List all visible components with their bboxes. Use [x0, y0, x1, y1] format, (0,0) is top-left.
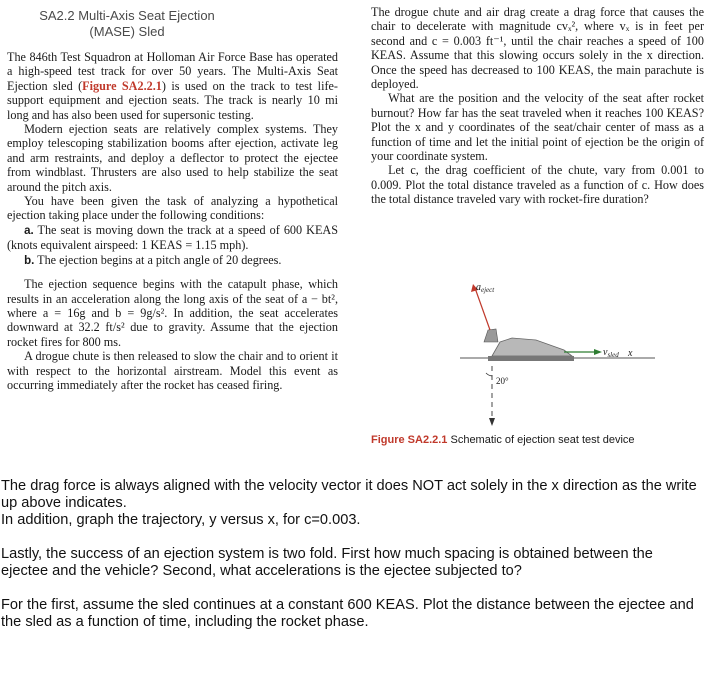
sled-velocity-label: $v_{sled}$ — [603, 347, 619, 359]
condition-b — [7, 253, 338, 268]
right-column — [371, 5, 704, 207]
caption-figure-number: Figure SA2.2.1 — [371, 434, 448, 446]
angle-label: 20° — [496, 376, 509, 386]
condition-a-text: The seat is moving down the track at a speed of 600 KEAS (knots equivalent airspeed: 1 KEAS = 1.15 mph). — [7, 222, 339, 253]
paragraph-questions: What are the position and the velocity of the seat after rocket burnout? How far has the seat traveled when it reaches 100 KEAS? Plot the x and y coordinates of the seat/chair center of mass as a function of time and let the initial point of ejection be the origin of your coordinate system. — [371, 91, 704, 164]
condition-a-label: a. — [24, 224, 34, 237]
note-spacing: For the first, assume the sled continues at a constant 600 KEAS. Plot the distance between the ejectee and the sled as a function of time, including the rocket phase. — [1, 597, 694, 630]
intro-text-a: The 846th Test Squadron at Holloman Air Force Base has operated a high-speed test track for over 50 years. The Multi-Axis Seat Ejection sled ( — [7, 50, 338, 93]
seat-shape — [484, 329, 498, 342]
paragraph-intro — [7, 50, 338, 122]
note-success: Lastly, the success of an ejection system is two fold. First how much spacing is obtained between the ejectee and the vehicle? Second, what accelerations is the ejectee subjected to? — [1, 546, 653, 579]
heading-line-1: SA2.2 Multi-Axis Seat Ejection — [39, 8, 215, 23]
x-axis-label: x — [628, 348, 633, 359]
schematic-svg — [440, 280, 680, 430]
paragraph-drag: The drogue chute and air drag create a drag force that causes the chair to decelerate with magnitude cvₓ², where vₓ is in feet per second and c = 0.003 ft⁻¹, until the chair reaches a speed of 100 KEAS. Assume that this slowing occurs solely in the x direction. Once the speed has decreased to 100 KEAS, the main parachute is deployed. — [371, 5, 704, 92]
angle-arc — [486, 373, 492, 376]
heading-line-2: (MASE) Sled — [89, 24, 165, 39]
paragraph-modern-seats: Modern ejection seats are relatively complex systems. They employ telescoping stabilization booms after ejection, activate leg and arm restraints, and deploy a deflector to protect the ejectee from windblast. Thrusters are also used to help stabilize the seat around the pitch axis. — [7, 122, 338, 194]
eject-label: $a_{eject}$ — [476, 282, 495, 294]
sled-base — [488, 356, 574, 361]
note-drag-direction: The drag force is always aligned with the velocity vector it does NOT act solely in the x direction as the write up above indicates. — [1, 478, 697, 511]
condition-b-text: The ejection begins at a pitch angle of 20 degrees. — [37, 252, 282, 267]
sled-body — [492, 338, 572, 356]
condition-b-label: b. — [24, 254, 35, 267]
note-trajectory: In addition, graph the trajectory, y versus x, for c=0.003. — [1, 512, 361, 528]
eject-arrow-line — [475, 288, 490, 330]
left-column — [7, 8, 338, 392]
ejection-schematic-figure — [440, 280, 680, 430]
sled-velocity-arrow-head — [594, 349, 602, 355]
figure-reference[interactable]: Figure SA2.2.1 — [82, 78, 162, 93]
caption-text: Schematic of ejection seat test device — [450, 434, 635, 446]
paragraph-drag-coefficient: Let c, the drag coefficient of the chute, vary from 0.001 to 0.009. Plot the total distance traveled as a function of c. How does the total distance traveled vary with rocket-fire duration? — [371, 163, 704, 207]
condition-a — [7, 223, 338, 253]
paragraph-task: You have been given the task of analyzing a hypothetical ejection taking place under the following conditions: — [7, 194, 338, 223]
added-notes — [1, 478, 701, 631]
intro-text-b: ) is used on the track to test life-support equipment and ejection seats. The track is nearly 10 mi long and has also been used for supersonic testing. — [7, 78, 338, 122]
paragraph-drogue: A drogue chute is then released to slow the chair and to orient it with respect to the horizontal airstream. Model this event as occurring immediately after the rocket has ceased firing. — [7, 349, 338, 392]
section-heading — [7, 8, 247, 40]
y-axis-arrow-head — [489, 418, 495, 426]
paragraph-catapult: The ejection sequence begins with the catapult phase, which results in an acceleration along the long axis of the seat of a − bt², where a = 16g and b = 9g/s². In addition, the seat accelerates downward at 32.2 ft/s² due to gravity. Assume that the ejection rocket fires for 800 ms. — [7, 277, 338, 349]
figure-caption — [371, 434, 706, 446]
